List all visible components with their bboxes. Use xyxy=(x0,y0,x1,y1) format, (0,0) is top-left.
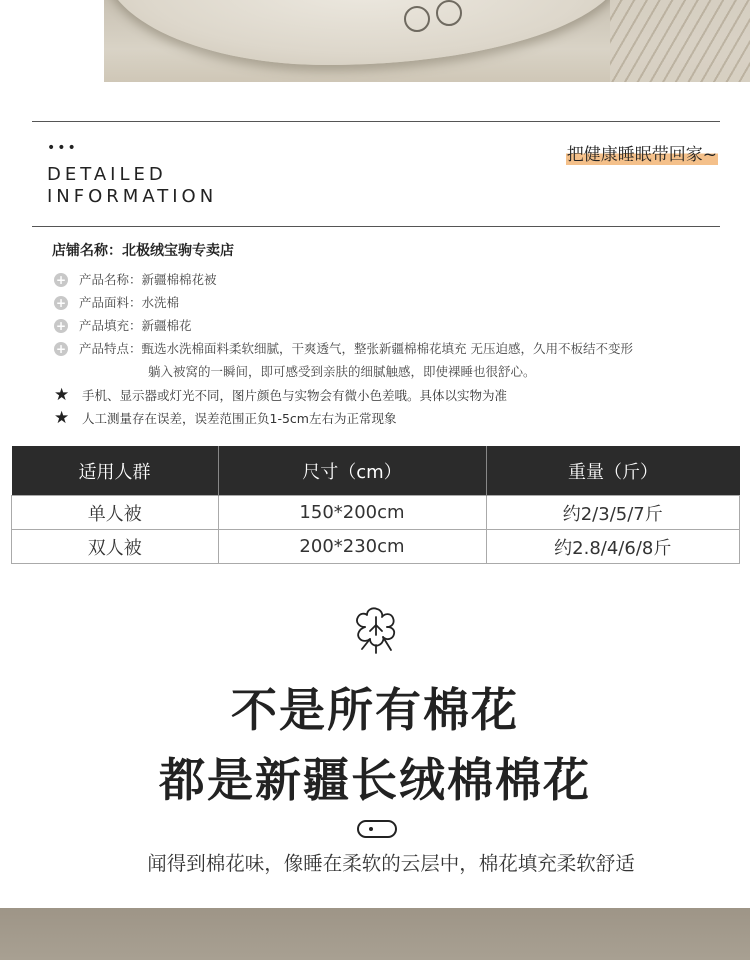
divider-bottom xyxy=(32,226,720,227)
size-table xyxy=(11,446,740,564)
table-cell: 200*230cm xyxy=(218,530,486,564)
headline-line2: 都是新疆长绒棉棉花 xyxy=(159,753,591,807)
section-title-line1: DETAILED xyxy=(47,164,167,185)
headline-line1: 不是所有棉花 xyxy=(231,683,519,737)
column-header: 适用人群 xyxy=(12,446,219,496)
note-item: ★ 人工测量存在误差，误差范围正负1-5cm左右为正常现象 xyxy=(54,408,397,428)
table-row xyxy=(12,530,740,564)
table-row xyxy=(12,496,740,530)
cotton-flower-icon xyxy=(347,605,405,657)
plus-icon: + xyxy=(55,296,67,310)
rug-pattern xyxy=(610,0,750,82)
pillow-image xyxy=(104,0,624,65)
table-cell: 双人被 xyxy=(12,530,219,564)
star-icon: ★ xyxy=(54,385,70,405)
decorative-dots: ••• xyxy=(47,140,78,156)
plus-icon: + xyxy=(55,273,67,287)
table-cell: 150*200cm xyxy=(218,496,486,530)
plus-icon: + xyxy=(55,342,67,356)
note-item: ★ 手机、显示器或灯光不同，图片颜色与实物会有微小色差哦。具体以实物为准 xyxy=(54,385,508,405)
divider-top xyxy=(32,121,720,122)
slogan: 把健康睡眠带回家~ xyxy=(566,140,718,165)
pill-divider-icon xyxy=(357,820,397,838)
brand-stamp-icon xyxy=(404,6,430,32)
column-header: 尺寸（cm） xyxy=(218,446,486,496)
table-cell: 约2.8/4/6/8斤 xyxy=(486,530,740,564)
detail-item: + 产品特点：甄选水洗棉面料柔软细腻，干爽透气，整张新疆棉棉花填充 无压迫感，久用不板结不变形 躺入被窝的一瞬间，即可感受到亲肤的细腻触感，即使裸睡也很舒心。 xyxy=(55,341,633,379)
star-icon: ★ xyxy=(54,408,70,428)
notes xyxy=(54,384,507,430)
section-title xyxy=(47,164,217,208)
table-cell: 单人被 xyxy=(12,496,219,530)
plus-icon: + xyxy=(55,319,67,333)
product-details xyxy=(54,268,633,383)
detail-item: + 产品面料：水洗棉 xyxy=(55,295,180,310)
subtitle: 闻得到棉花味，像睡在柔软的云层中，棉花填充柔软舒适 xyxy=(147,852,635,875)
product-photo xyxy=(104,0,750,82)
table-cell: 约2/3/5/7斤 xyxy=(486,496,740,530)
detail-item: + 产品名称：新疆棉棉花被 xyxy=(55,272,217,287)
column-header: 重量（斤） xyxy=(486,446,740,496)
bottom-image-band xyxy=(0,908,750,960)
detail-item: + 产品填充：新疆棉花 xyxy=(55,318,192,333)
table-header-row xyxy=(12,446,740,496)
store-name: 店铺名称：北极绒宝驹专卖店 xyxy=(52,243,234,259)
brand-stamp-icon xyxy=(436,0,462,26)
section-title-line2: INFORMATION xyxy=(47,186,218,207)
